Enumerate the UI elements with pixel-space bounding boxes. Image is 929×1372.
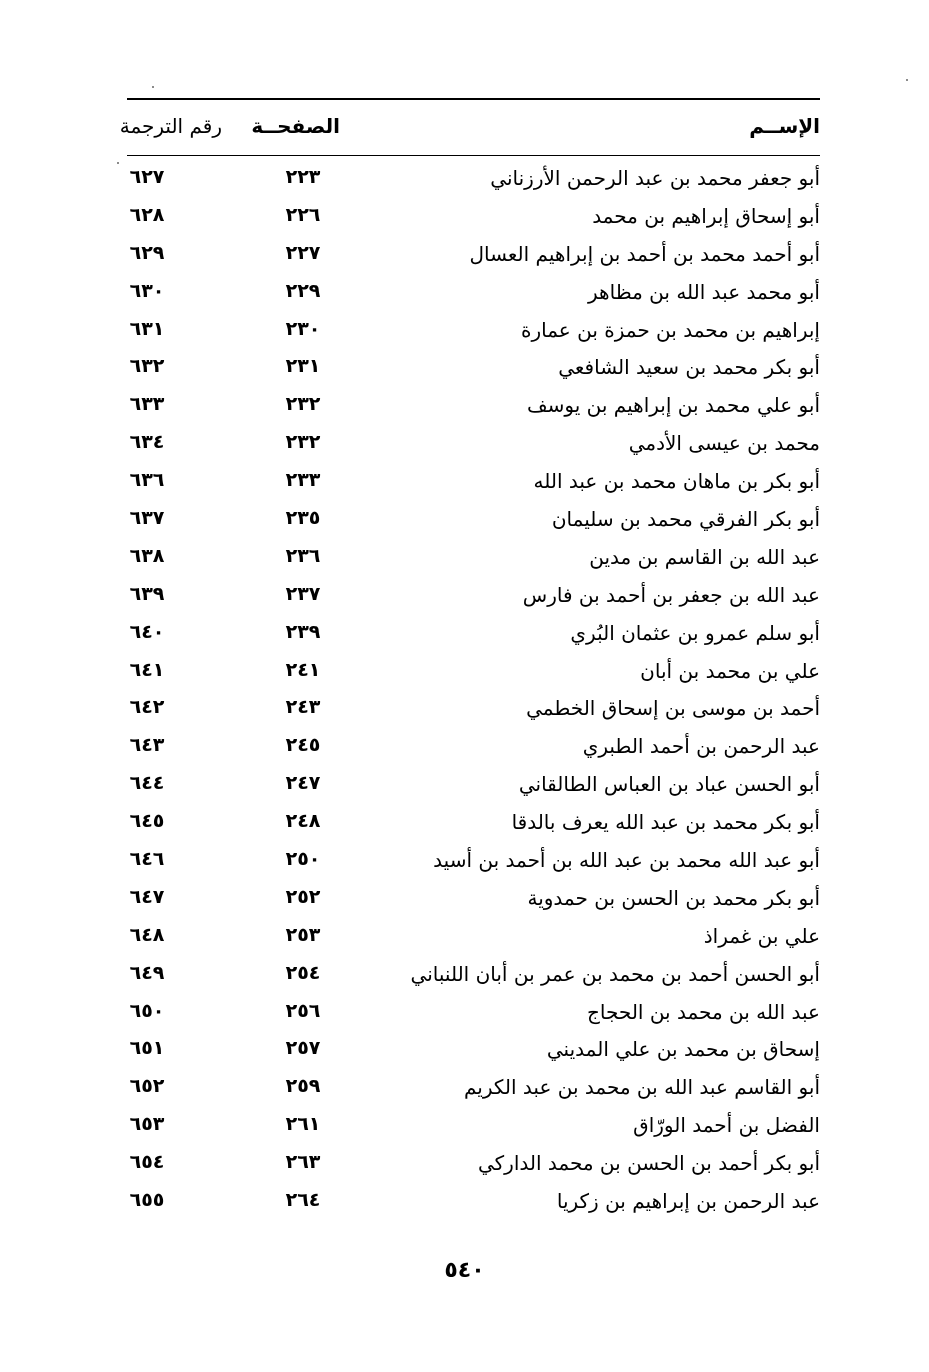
cell-name: عبد الرحمن بن إبراهيم بن زكريا — [556, 1189, 820, 1214]
table-row — [127, 730, 820, 768]
table-row — [127, 162, 820, 200]
cell-page: ٢٦٣ — [285, 1151, 321, 1174]
cell-entry-number: ٦٥٠ — [129, 999, 165, 1022]
cell-entry-number: ٦٣٠ — [129, 279, 165, 302]
index-table — [119, 102, 820, 1214]
table-row — [127, 427, 820, 465]
table-row — [127, 351, 820, 389]
cell-page: ٢٥٢ — [285, 885, 321, 908]
table-row — [127, 617, 820, 655]
cell-page: ٢٣٠ — [285, 317, 321, 340]
table-body — [127, 162, 820, 1223]
table-row — [127, 882, 820, 920]
cell-entry-number: ٦٢٧ — [129, 166, 165, 188]
cell-page: ٢٣٧ — [285, 582, 321, 605]
header-entry-number: رقم الترجمة — [119, 114, 222, 138]
cell-page: ٢٥٠ — [285, 848, 321, 871]
cell-name: أبو علي محمد بن إبراهيم بن يوسف — [526, 393, 820, 418]
table-row — [127, 844, 820, 882]
cell-name: أبو بكر بن ماهان محمد بن عبد الله — [533, 469, 820, 494]
cell-page: ٢٢٣ — [285, 166, 321, 188]
cell-page: ٢٣١ — [285, 355, 321, 378]
cell-entry-number: ٦٥٥ — [129, 1189, 165, 1212]
cell-entry-number: ٦٤٨ — [129, 923, 165, 946]
table-row — [127, 541, 820, 579]
cell-entry-number: ٦٥٣ — [129, 1113, 165, 1136]
cell-entry-number: ٦٣٢ — [129, 355, 165, 378]
cell-page: ٢٣٥ — [285, 507, 321, 530]
cell-page: ٢٥٧ — [285, 1037, 321, 1060]
table-row — [127, 920, 820, 958]
cell-page: ٢٤٥ — [285, 734, 321, 757]
table-top-rule — [127, 98, 820, 100]
table-row — [127, 768, 820, 806]
cell-name: إبراهيم بن محمد بن حمزة بن عمارة — [521, 317, 820, 342]
cell-page: ٢٦٤ — [285, 1189, 321, 1212]
cell-page: ٢٦١ — [285, 1113, 321, 1136]
cell-name: علي بن غمراذ — [703, 923, 820, 948]
cell-page: ٢٤١ — [285, 658, 321, 681]
cell-name: علي بن محمد بن أبان — [640, 658, 820, 683]
table-row — [127, 692, 820, 730]
cell-name: أبو جعفر محمد بن عبد الرحمن الأرزناني — [490, 166, 820, 190]
cell-name: أبو سلم عمرو بن عثمان البُري — [570, 620, 820, 645]
cell-entry-number: ٦٥١ — [129, 1037, 165, 1060]
table-row — [127, 1033, 820, 1071]
cell-entry-number: ٦٢٩ — [129, 241, 165, 264]
cell-name: أبو الحسن عباد بن العباس الطالقاني — [518, 772, 820, 797]
cell-name: أبو بكر محمد بن سعيد الشافعي — [558, 355, 820, 380]
table-header-rule — [127, 155, 820, 156]
cell-name: إسحاق بن محمد بن علي المديني — [546, 1037, 820, 1062]
table-row — [127, 465, 820, 503]
cell-page: ٢٢٧ — [285, 241, 321, 264]
cell-name: أبو بكر محمد بن عبد الله يعرف بالدقا — [511, 810, 820, 835]
cell-entry-number: ٦٣٣ — [129, 393, 165, 416]
scan-speck — [117, 162, 119, 164]
table-row — [127, 314, 820, 352]
cell-entry-number: ٦٢٨ — [129, 203, 165, 226]
table-row — [127, 276, 820, 314]
cell-page: ٢٥٣ — [285, 923, 321, 946]
cell-entry-number: ٦٤٥ — [129, 810, 165, 833]
table-row — [127, 503, 820, 541]
cell-name: أبو عبد الله محمد بن عبد الله بن أحمد بن أسيد — [433, 848, 820, 873]
cell-entry-number: ٦٥٤ — [129, 1151, 165, 1174]
cell-entry-number: ٦٣٧ — [129, 507, 165, 530]
table-row — [127, 1185, 820, 1223]
cell-name: الفضل بن أحمد الورّاق — [633, 1113, 820, 1138]
cell-name: أبو بكر محمد بن الحسن بن حمدوية — [527, 885, 820, 910]
table-row — [127, 996, 820, 1034]
scan-speck — [906, 79, 908, 81]
header-page: الصفحــة — [251, 114, 340, 138]
cell-entry-number: ٦٣٤ — [129, 431, 165, 454]
cell-page: ٢٣٦ — [285, 544, 321, 567]
cell-page: ٢٤٨ — [285, 810, 321, 833]
header-name: الإســم — [749, 114, 820, 138]
table-row — [127, 389, 820, 427]
table-row — [127, 1071, 820, 1109]
cell-page: ٢٥٤ — [285, 961, 321, 984]
cell-name: أبو أحمد محمد بن أحمد بن إبراهيم العسال — [469, 241, 820, 266]
table-row — [127, 1147, 820, 1185]
table-row — [127, 655, 820, 693]
cell-page: ٢٥٦ — [285, 999, 321, 1022]
cell-page: ٢٣٣ — [285, 469, 321, 492]
table-header — [119, 102, 820, 152]
cell-entry-number: ٦٣٩ — [129, 582, 165, 605]
cell-name: عبد الله بن القاسم بن مدين — [589, 544, 820, 569]
cell-entry-number: ٦٤١ — [129, 658, 165, 681]
cell-page: ٢٢٩ — [285, 279, 321, 302]
cell-page: ٢٢٦ — [285, 203, 321, 226]
cell-name: عبد الله بن جعفر بن أحمد بن فارس — [522, 582, 820, 607]
table-row — [127, 806, 820, 844]
cell-name: أبو إسحاق إبراهيم بن محمد — [592, 203, 820, 228]
cell-entry-number: ٦٤٩ — [129, 961, 165, 984]
cell-entry-number: ٦٤٧ — [129, 885, 165, 908]
cell-entry-number: ٦٤٦ — [129, 848, 165, 871]
cell-entry-number: ٦٤٠ — [129, 620, 165, 643]
cell-page: ٢٣٢ — [285, 393, 321, 416]
cell-entry-number: ٦٣٦ — [129, 469, 165, 492]
cell-name: عبد الله بن محمد بن الحجاج — [587, 999, 820, 1024]
cell-page: ٢٤٧ — [285, 772, 321, 795]
cell-entry-number: ٦٤٤ — [129, 772, 165, 795]
table-row — [127, 200, 820, 238]
table-row — [127, 1109, 820, 1147]
cell-entry-number: ٦٣٨ — [129, 544, 165, 567]
cell-name: أبو بكر الفرقي محمد بن سليمان — [551, 507, 820, 532]
cell-page: ٢٣٩ — [285, 620, 321, 643]
cell-name: عبد الرحمن بن أحمد الطبري — [582, 734, 820, 759]
scan-speck — [152, 86, 154, 88]
cell-entry-number: ٦٤٢ — [129, 696, 165, 719]
table-row — [127, 238, 820, 276]
cell-name: أبو محمد عبد الله بن مظاهر — [588, 279, 820, 304]
cell-page: ٢٣٢ — [285, 431, 321, 454]
cell-name: أبو الحسن أحمد بن محمد بن عمر بن أبان اللنباني — [410, 961, 820, 986]
cell-name: محمد بن عيسى الأدمي — [628, 431, 820, 456]
table-row — [127, 579, 820, 617]
cell-page: ٢٤٣ — [285, 696, 321, 719]
cell-entry-number: ٦٥٢ — [129, 1075, 165, 1098]
cell-entry-number: ٦٤٣ — [129, 734, 165, 757]
table-row — [127, 958, 820, 996]
page-number: ٥٤٠ — [444, 1258, 485, 1283]
cell-name: أبو بكر أحمد بن الحسن بن محمد الداركي — [477, 1151, 820, 1176]
cell-entry-number: ٦٣١ — [129, 317, 165, 340]
cell-name: أحمد بن موسى بن إسحاق الخطمي — [526, 696, 820, 721]
cell-page: ٢٥٩ — [285, 1075, 321, 1098]
cell-name: أبو القاسم عبد الله بن محمد بن عبد الكريم — [463, 1075, 820, 1100]
